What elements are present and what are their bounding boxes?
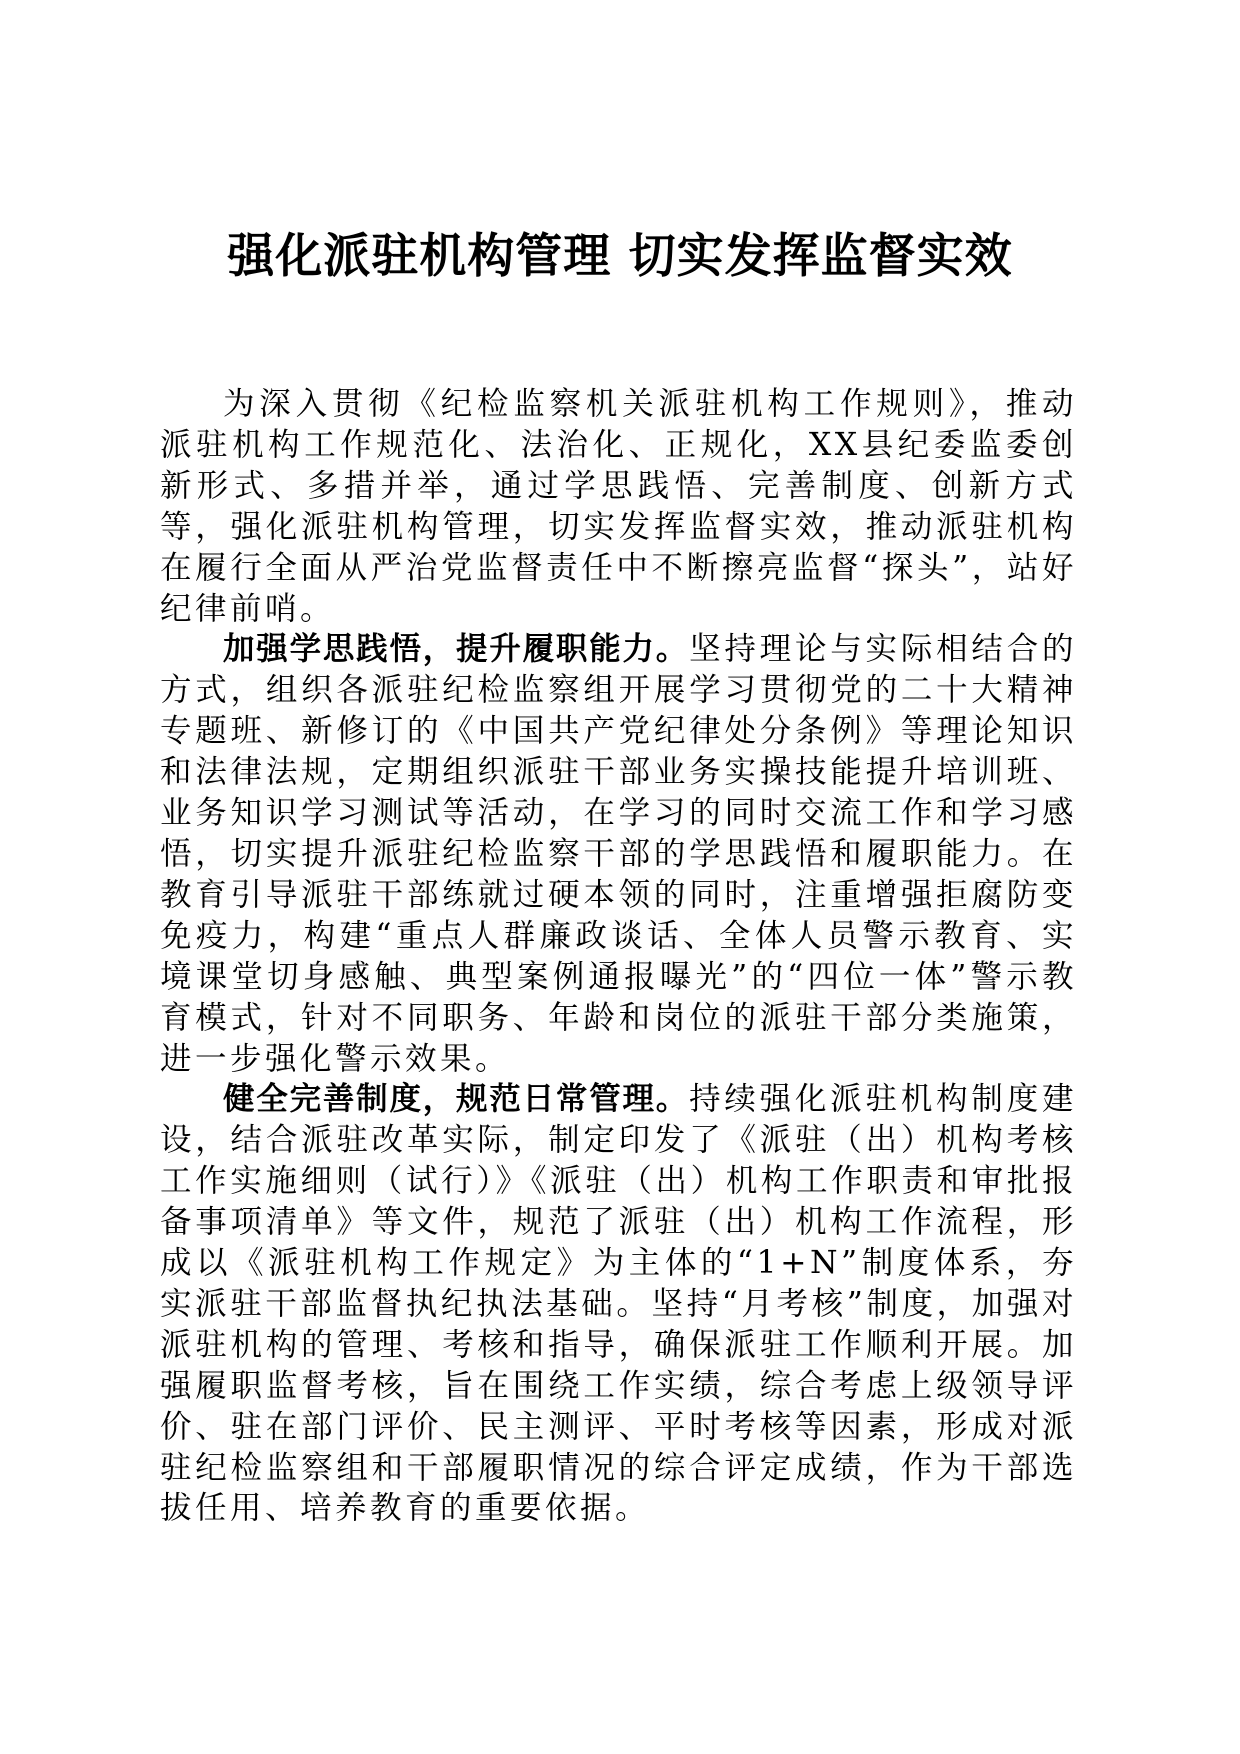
paragraph-text: 为深入贯彻《纪检监察机关派驻机构工作规则》，推动派驻机构工作规范化、法治化、正规化，XX县纪委监委创新形式、多措并举，通过学思践悟、完善制度、创新方式等，强化派驻机构管理，切实发挥监督实效，推动派驻机构在履行全面从严治党监督责任中不断擦亮监督“探头”，站好纪律前哨。 <box>160 386 1077 627</box>
document-title: 强化派驻机构管理 切实发挥监督实效 <box>227 229 1013 284</box>
paragraph-text: 持续强化派驻机构制度建设，结合派驻改革实际，制定印发了《派驻（出）机构考核工作实施细则（试行）》《派驻（出）机构工作职责和审批报备事项清单》等文件，规范了派驻（出）机构工作流程，形成以《派驻机构工作规定》为主体的“1+N”制度体系，夯实派驻干部监督执纪执法基础。坚持“月考核”制度，加强对派驻机构的管理、考核和指导，确保派驻工作顺利开展。加强履职监督考核，旨在围绕工作实绩，综合考虑上级领导评价、驻在部门评价、民主测评、平时考核等因素，形成对派驻纪检监察组和干部履职情况的综合评定成绩，作为干部选拔任用、培养教育的重要依据。 <box>160 1081 1077 1527</box>
paragraph-heading: 健全完善制度，规范日常管理。 <box>223 1081 690 1118</box>
paragraph-text: 坚持理论与实际相结合的方式，组织各派驻纪检监察组开展学习贯彻党的二十大精神专题班、新修订的《中国共产党纪律处分条例》等理论知识和法律法规，定期组织派驻干部业务实操技能提升培训班、业务知识学习测试等活动，在学习的同时交流工作和学习感悟，切实提升派驻纪检监察干部的学思践悟和履职能力。在教育引导派驻干部练就过硬本领的同时，注重增强拒腐防变免疫力，构建“重点人群廉政谈话、全体人员警示教育、实境课堂切身感触、典型案例通报曝光”的“四位一体”警示教育模式，针对不同职务、年龄和岗位的派驻干部分类施策，进一步强化警示效果。 <box>160 631 1077 1077</box>
paragraph-intro <box>160 384 1077 629</box>
document-body <box>160 384 1077 1529</box>
paragraph-heading: 加强学思践悟，提升履职能力。 <box>223 631 690 668</box>
paragraph-study <box>160 629 1077 1079</box>
paragraph-system <box>160 1079 1077 1529</box>
